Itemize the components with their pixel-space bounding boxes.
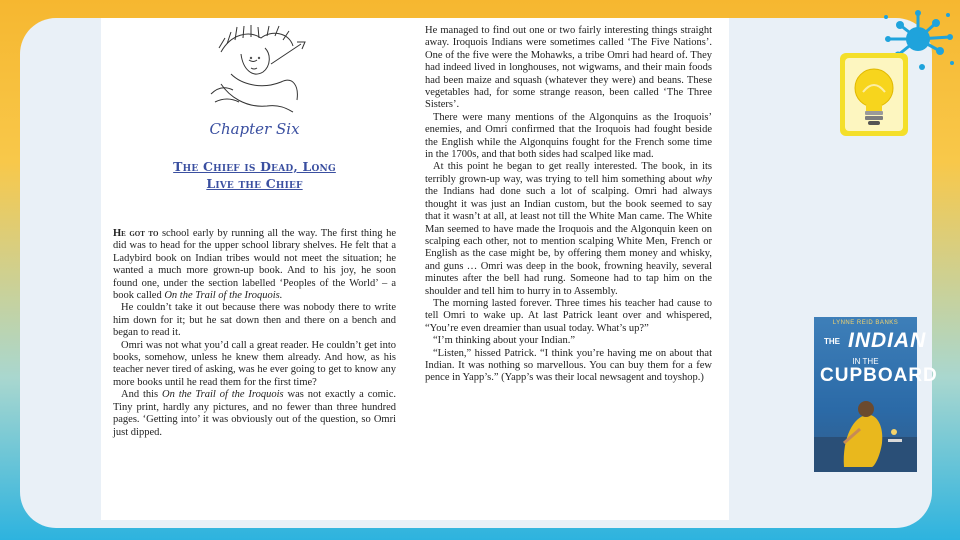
chapter-title-line-2: Live the Chief xyxy=(206,176,303,191)
paragraph-text: was not exactly a comic. Tiny print, hardly any pictures, and no fewer than three hundred pages. ‘Getting into’ it was obviously out of the question, so Omri just dipped. xyxy=(113,389,396,438)
cover-title-indian: INDIAN xyxy=(848,329,927,352)
paragraph: “I’m thinking about your Indian.” xyxy=(433,335,576,347)
paragraph xyxy=(425,161,712,297)
left-page-column xyxy=(113,18,396,520)
book-cover-image xyxy=(814,317,938,472)
paragraph-lead: He got to xyxy=(113,228,159,239)
right-page-column xyxy=(425,25,712,520)
left-body-text xyxy=(113,228,396,439)
lightbulb-icon xyxy=(845,58,903,131)
paragraph: He managed to find out one or two fairly interesting things straight away. Iroquois Indians were sometimes called ‘The Five Nations’. One of the five were the Mohawks, a tribe Omri had heard of. They had indeed lived in longhouses, not wigwams, and their main foods had been maize and squash (whatever they were) and beans. These vegetables had, for some strange reason, been called ‘The Three Sisters’. xyxy=(425,25,712,111)
paragraph-text: school early by running all the way. The first thing he did was to head for the upper school library shelves. He felt that a Ladybird book on Indian tribes would not meet the situation; he wanted a much more grown-up book. And to his joy, he soon found one, under the section labelled ‘Peoples of the World’ – a book called xyxy=(113,228,396,302)
cover-title-cupboard: CUPBOARD xyxy=(820,365,938,386)
emphasis: why xyxy=(695,173,712,185)
indian-chief-illustration xyxy=(201,24,311,114)
chapter-title xyxy=(113,158,396,192)
paragraph-text: At this point he began to get really interested. The book, in its terribly grown-up way, was trying to tell him something about xyxy=(425,161,712,185)
book-title-reference: On the Trail of the Iroquois xyxy=(162,389,284,401)
cover-author: LYNNE REID BANKS xyxy=(832,320,899,326)
paragraph: He couldn’t take it out because there was nobody there to write him down for it; but he sat down then and there on a bench and began to read it. xyxy=(113,302,396,339)
lightbulb-tile xyxy=(840,53,908,136)
paragraph xyxy=(113,389,396,439)
chapter-title-line-1: The Chief is Dead, Long xyxy=(173,159,336,174)
right-body-text xyxy=(425,25,712,385)
paragraph: “Listen,” hissed Patrick. “I think you’re having me on about that Indian. It was nothing so marvellous. You can buy them for a few pence in Yapp’s.” (Yapp’s was their local newsagent and toyshop.) xyxy=(425,347,712,384)
paragraph: There were many mentions of the Algonquins as the Iroquois’ enemies, and Omri confirmed that the Iroquois had fought beside the English while the Algonquins fought for the French some time in the 1700s, and that both sides had scalped like mad. xyxy=(425,111,712,161)
paragraph: Omri was not what you’d call a great reader. He couldn’t get into books, somehow, unless he knew them already. And how, as his teacher never tired of asking, was he ever going to get to know any more books until he read them for the first time? xyxy=(113,339,396,388)
cover-title-in-the: IN THE xyxy=(852,357,879,366)
paragraph xyxy=(113,228,396,302)
paragraph-text: And this xyxy=(121,389,162,401)
paragraph: The morning lasted forever. Three times his teacher had cause to tell Omri to wake up. At last Patrick leant over and whispered, “You’re even dreamier than usual today. What’s up?” xyxy=(425,297,712,334)
book-page-scan xyxy=(101,18,729,520)
lightbulb-tile-inner xyxy=(845,58,903,131)
book-title-reference: On the Trail of the Iroquois. xyxy=(164,290,283,302)
cover-title-the: THE xyxy=(824,337,840,346)
cover-illustration xyxy=(814,317,938,472)
chapter-number: Chapter Six xyxy=(209,120,300,138)
paragraph-text: the Indians had done such a lot of scalping. Omri had always thought it was just an Indian custom, but the book seemed to say that it wasn’t at all, at least not till the White Man came. The White Man seemed to have made the Iroquois and the Algonquin keen on scalping each other, not to mention scalping White Men, French or English as the case might be, by offering them money and whisky, and guns … Omri was deep in the book, frowning heavily, several minutes after the bell had rung. Someone had to tap him on the shoulder and tell him to hurry in to Assembly. xyxy=(425,186,712,297)
